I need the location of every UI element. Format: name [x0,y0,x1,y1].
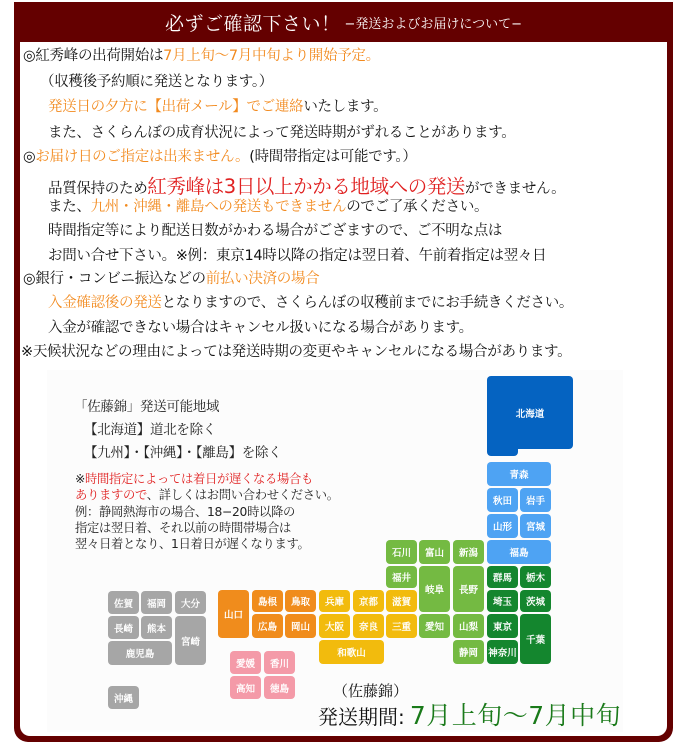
pref-kagawa [264,651,295,674]
pref-label: 山梨 [458,622,478,633]
pref-label: 奈良 [358,622,378,633]
pref-osaka [319,614,350,638]
pref-label: 島根 [257,597,277,608]
notice-line-weather: ※天候状況などの理由によっては発送時期の変更やキャンセルになる場合があります。 [21,344,572,360]
notice-line-cancel: 入金が確認できない場合はキャンセル扱いになる場合があります。 [48,320,473,336]
pref-niigata [453,540,484,564]
period-value: 7月上旬〜7月中旬 [409,701,622,730]
warning-text: 紅秀峰は3日以上かかる地域への発送 [147,175,466,198]
pref-nagano [453,566,484,612]
pref-label: 愛媛 [235,658,255,670]
text: 品質保持のため [48,181,148,197]
pref-saitama [487,590,518,612]
highlight-text: 前払い決済の場合 [205,271,320,287]
pref-miyagi [520,514,551,538]
map-note [75,471,339,552]
notice-line-prepayment [23,269,319,289]
pref-miyazaki [175,616,206,665]
pref-kumamoto [141,616,172,639]
pref-label: 栃木 [525,573,545,584]
pref-nara [353,614,384,638]
pref-oita [175,591,206,614]
pref-label: 三重 [391,622,411,633]
pref-label: 徳島 [269,683,289,695]
text: また、 [48,199,91,215]
pref-kagoshima [108,641,172,665]
text: ※ [75,472,86,486]
map-exclusion-hokkaido: 【北海道】道北を除く [84,422,216,438]
header-subtitle: −発送およびお届けについて− [344,16,523,32]
pref-ehime [230,651,261,674]
notice-line-delivery-date [23,147,417,167]
pref-okayama [285,614,316,638]
pref-mie [386,614,417,638]
pref-shiga [386,590,417,612]
pref-saga [108,591,139,614]
pref-label: 群馬 [492,573,512,584]
pref-label: 大分 [180,598,200,610]
shipping-period [318,696,621,732]
text: 指定は翌日着、それ以前の時間帯場合は [75,520,291,535]
pref-label: 愛知 [424,622,444,633]
pref-label: 岩手 [525,496,545,507]
pref-label: 山口 [223,610,243,621]
notice-line-excluded-regions [48,197,488,217]
text: 翌々日着となり、1日着日が遅くなります。 [75,537,310,552]
pref-tokushima [264,676,295,699]
pref-chiba [520,614,551,664]
pref-label: 鹿児島 [125,649,155,660]
notice-line-shipping-start [23,46,380,66]
pref-label: 長野 [458,585,478,596]
pref-label: 福岡 [146,598,166,610]
pref-kanagawa [487,640,518,664]
pref-fukui [386,566,417,588]
warning-text: 時間指定によっては着日が遅くなる場合も [85,472,313,486]
period-variety-label: （佐藤錦） [333,682,409,700]
text: いたします。 [303,99,388,115]
pref-label: 滋賀 [391,597,411,608]
pref-tochigi [520,566,551,588]
pref-label: 長崎 [113,623,133,635]
map-title: 「佐藤錦」発送可能地域 [74,399,220,415]
pref-toyama [419,540,450,564]
pref-label: 新潟 [458,548,478,559]
pref-label: 静岡 [458,648,478,659]
header-title: 必ずご確認下さい！ [164,12,341,35]
pref-shimane [252,590,283,612]
pref-shizuoka [453,640,484,664]
pref-label: 熊本 [146,623,166,635]
pref-label: 東京 [492,622,512,633]
highlight-text: 九州・沖縄・離島への発送もできません [90,199,347,215]
pref-yamanashi [453,614,484,638]
text: となりますので、さくらんぼの収穫前までにお手続きください。 [161,295,574,311]
pref-kyoto [353,590,384,612]
pref-wakayama [319,640,384,664]
text: ◎紅秀峰の出荷開始は [23,48,164,64]
text: ◎銀行・コンビニ振込などの [23,271,206,287]
highlight-text: 発送日の夕方に【出荷メール】でご連絡 [48,99,304,115]
pref-yamaguchi [218,590,249,638]
pref-label: 北海道 [515,408,545,420]
pref-tokyo [487,614,518,638]
text: のでご了承ください。 [346,199,489,215]
pref-aichi [419,614,450,638]
pref-label: 大阪 [324,622,344,633]
pref-hokkaido [487,376,573,449]
pref-hokkaido-tip [487,440,518,456]
pref-iwate [520,488,551,512]
pref-label: 高知 [235,683,255,695]
pref-label: 宮崎 [180,636,200,648]
text: 例：静岡熱海市の場合、18−20時以降の [75,504,296,519]
pref-label: 京都 [358,597,378,608]
pref-label: 青森 [509,470,529,481]
pref-fukushima [487,540,551,564]
pref-fukuoka [141,591,172,614]
period-key: 発送期間: [318,705,405,729]
highlight-text: 7月上旬〜7月中旬より開始予定。 [163,48,380,64]
map-exclusion-kyushu: 【九州】・【沖縄】・【離島】を除く [84,445,282,461]
notice-header [14,2,673,42]
pref-okinawa [108,686,139,709]
notice-line-time-designation: 時間指定等により配送日数がかわる場合がござますので、ご不明な点は [48,223,503,239]
pref-label: 広島 [257,622,277,633]
pref-nagasaki [108,616,139,639]
pref-hyogo [319,590,350,612]
notice-line-example: お問い合せ下さい。※例：東京14時以降の指定は翌日着、午前着指定は翌々日 [48,248,547,264]
pref-label: 神奈川 [488,648,517,659]
pref-aomori [487,462,551,486]
pref-label: 鳥取 [290,597,310,608]
pref-kochi [230,676,261,699]
pref-ibaraki [520,590,551,612]
pref-label: 福井 [391,573,411,584]
pref-label: 石川 [391,548,411,559]
pref-label: 山形 [492,522,512,533]
text: ができません。 [465,181,566,197]
pref-label: 沖縄 [113,693,133,705]
pref-label: 岡山 [290,622,310,633]
pref-hiroshima [252,614,283,638]
pref-label: 兵庫 [324,597,344,608]
pref-akita [487,488,518,512]
pref-label: 和歌山 [337,648,366,659]
pref-ishikawa [386,540,417,564]
warning-text: ありますので [75,488,147,503]
notice-line-growth: また、さくらんぼの成育状況によって発送時期がずれることがあります。 [48,125,516,141]
pref-label: 富山 [424,548,444,559]
pref-label: 佐賀 [113,598,133,610]
pref-label: 宮城 [525,522,545,533]
notice-line-payment-confirm [48,293,573,313]
pref-label: 岐阜 [424,585,444,596]
text: 、詳しくはお問い合わせください。 [146,488,339,503]
pref-label: 埼玉 [492,597,512,608]
pref-label: 秋田 [492,496,512,507]
notice-line-mail [48,97,387,117]
text: (時間帯指定は可能です。） [249,149,417,165]
text: ◎ [23,149,36,165]
pref-gifu [419,566,450,612]
pref-tottori [285,590,316,612]
pref-yamagata [487,514,518,538]
pref-gunma [487,566,518,588]
highlight-text: お届け日のご指定は出来ません。 [35,149,250,165]
pref-label: 香川 [269,658,289,670]
pref-label: 茨城 [525,597,545,608]
pref-label: 福島 [509,548,529,559]
highlight-text: 入金確認後の発送 [48,295,162,311]
pref-label: 千葉 [525,635,545,646]
notice-line-order: （収穫後予約順に発送となります。） [40,74,273,90]
